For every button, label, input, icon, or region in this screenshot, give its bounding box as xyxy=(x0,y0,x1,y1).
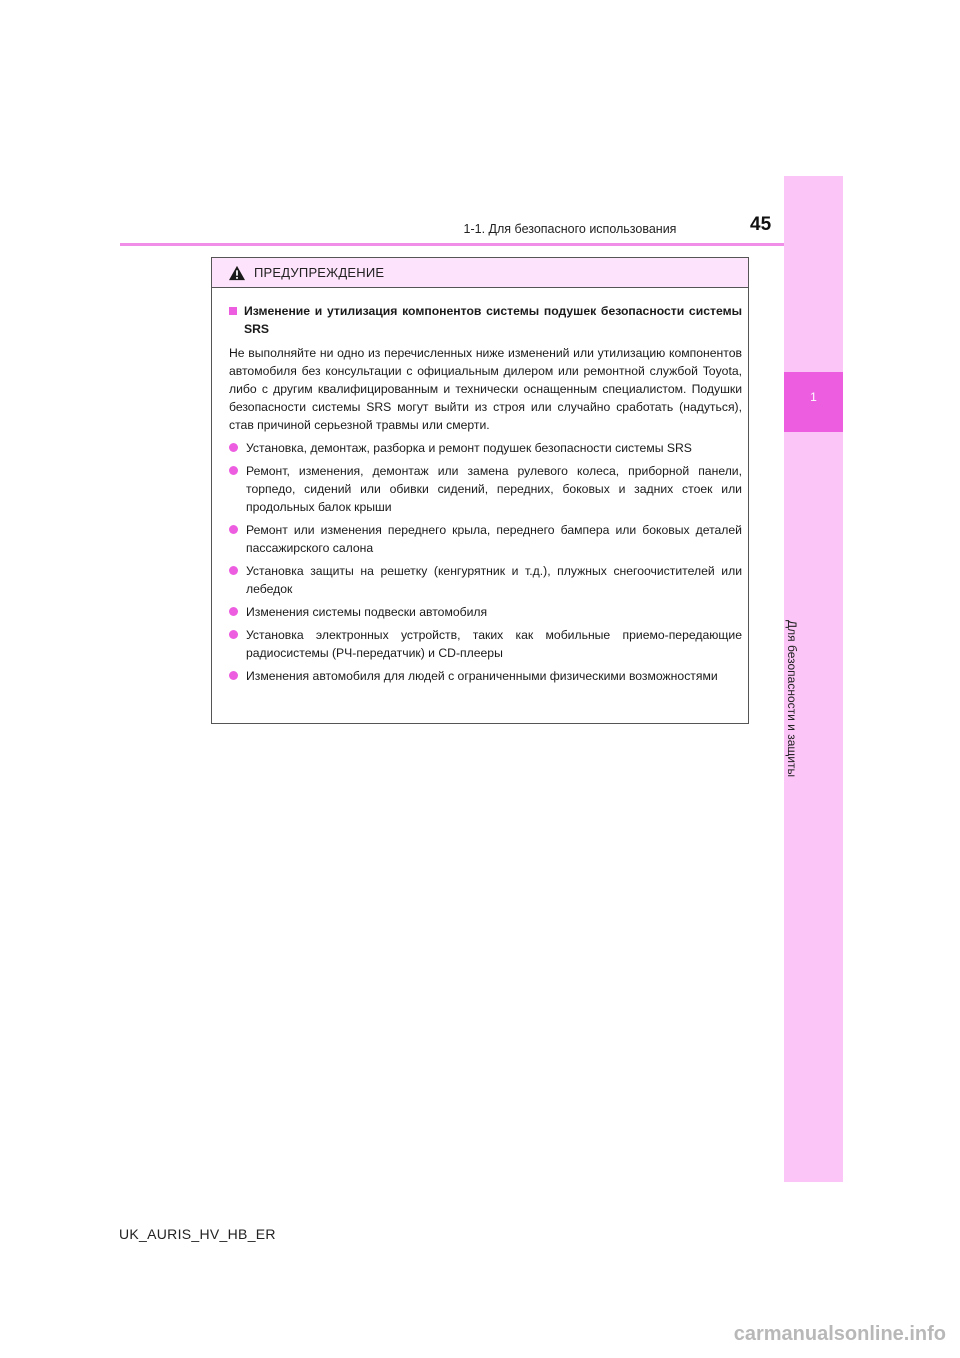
header-rule xyxy=(120,243,842,246)
square-bullet-icon xyxy=(229,307,237,315)
list-item xyxy=(229,603,742,621)
list-item xyxy=(229,626,742,662)
warning-triangle-icon xyxy=(228,265,246,281)
list-item xyxy=(229,439,742,457)
bullet-dot-icon xyxy=(229,525,238,534)
bullet-dot-icon xyxy=(229,630,238,639)
list-item xyxy=(229,462,742,516)
warning-title: ПРЕДУПРЕЖДЕНИЕ xyxy=(254,265,385,280)
list-item-text: Установка защиты на решетку (кенгурятник и т.д.), плужных снегоочистителей или лебедок xyxy=(246,564,742,596)
list-item-text: Установка электронных устройств, таких как мобильные приемо-передающие радиосистемы (РЧ-передатчик) и CD-плееры xyxy=(246,628,742,660)
bullet-dot-icon xyxy=(229,466,238,475)
section-heading xyxy=(229,302,742,338)
list-item-text: Изменения системы подвески автомобиля xyxy=(246,605,488,619)
list-item xyxy=(229,521,742,557)
bullet-dot-icon xyxy=(229,607,238,616)
page-header-title: 1-1. Для безопасного использования xyxy=(463,222,677,236)
list-item xyxy=(229,562,742,598)
chapter-number: 1 xyxy=(810,390,817,404)
bullet-dot-icon xyxy=(229,443,238,452)
list-item-text: Установка, демонтаж, разборка и ремонт подушек безопасности системы SRS xyxy=(246,441,692,455)
page-number: 45 xyxy=(750,214,772,235)
list-item-text: Ремонт или изменения переднего крыла, переднего бампера или боковых деталей пассажирского салона xyxy=(246,523,742,555)
section-heading-text: Изменение и утилизация компонентов системы подушек безопасности системы SRS xyxy=(244,304,742,336)
list-item-text: Ремонт, изменения, демонтаж или замена рулевого колеса, приборной панели, торпедо, сидений или обивки сидений, передних, боковых и задних стоек или продольных балок крыши xyxy=(246,464,742,514)
warning-body xyxy=(212,288,748,685)
watermark: carmanualsonline.info xyxy=(733,1323,946,1345)
list-item xyxy=(229,667,742,685)
bullet-dot-icon xyxy=(229,671,238,680)
warning-paragraph: Не выполняйте ни одно из перечисленных ниже изменений или утилизацию компонентов автомобиля без консультации с официальным дилером или ремонтной службой Toyota, либо с другим квалифицированным и технически оснащенным специалистом. Подушки безопасности системы SRS могут выйти из строя или случайно сработать (надуться), став причиной серьезной травмы или смерти. xyxy=(229,346,742,432)
document-code: UK_AURIS_HV_HB_ER xyxy=(119,1226,276,1242)
bullet-dot-icon xyxy=(229,566,238,575)
warning-box xyxy=(211,257,749,724)
list-item-text: Изменения автомобиля для людей с ограниченными физическими возможностями xyxy=(246,669,718,683)
chapter-title: Для безопасности и защиты xyxy=(785,620,799,778)
warning-header xyxy=(212,258,748,288)
